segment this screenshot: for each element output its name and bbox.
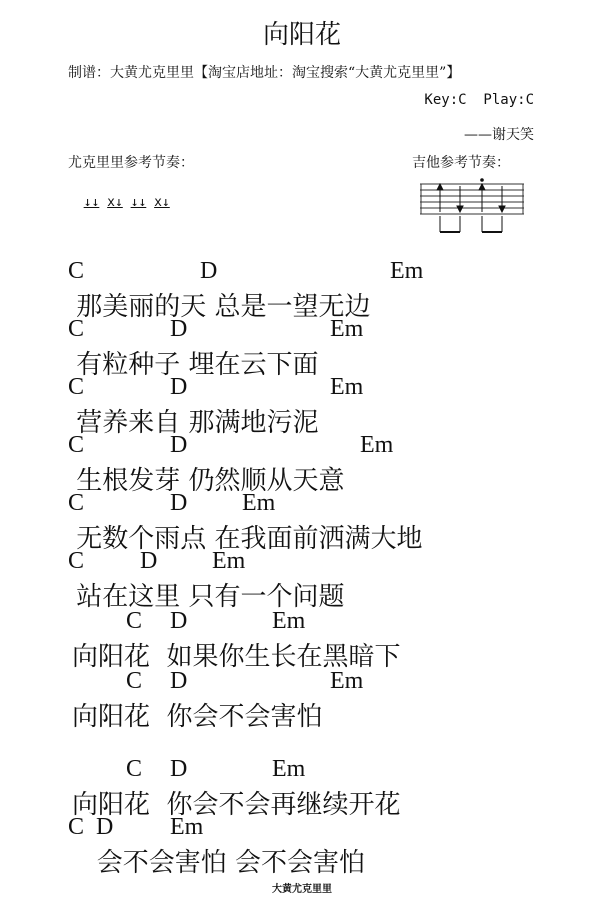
chord-label: D (170, 316, 188, 342)
chord-label: C (126, 668, 143, 694)
chord-line (0, 668, 604, 732)
chord-line (0, 374, 604, 438)
chord-line (0, 608, 604, 672)
lyric-text: 向阳花 如果你生长在黑暗下 (72, 642, 401, 672)
chord-label: Em (242, 490, 276, 516)
chord-line (0, 316, 604, 380)
chord-line (0, 432, 604, 496)
chord-label: C (126, 608, 143, 634)
chord-label: D (170, 432, 188, 458)
chord-label: C (68, 258, 85, 284)
chord-label: Em (330, 668, 364, 694)
chord-label: Em (272, 756, 306, 782)
footer-brand: 大黄尤克里里 (272, 884, 332, 895)
chord-label: C (68, 548, 85, 574)
chord-label: D (170, 668, 188, 694)
chord-line (0, 756, 604, 820)
lyric-text: 有粒种子 埋在云下面 (68, 350, 319, 380)
chord-label: C (68, 490, 85, 516)
lyric-text: 生根发芽 仍然顺从天意 (68, 466, 345, 496)
chord-label: Em (170, 814, 204, 840)
lyric-text: 无数个雨点 在我面前洒满大地 (68, 524, 423, 554)
chord-line (0, 258, 604, 322)
strum-group: x↓ (107, 195, 123, 210)
chord-label: D (170, 490, 188, 516)
strum-group: ↓↓ (130, 195, 147, 210)
lyric-text: 那美丽的天 总是一望无边 (68, 292, 371, 322)
chord-label: Em (212, 548, 246, 574)
ukulele-rhythm-label: 尤克里里参考节奏： (68, 155, 194, 171)
chord-line (0, 548, 604, 612)
chord-label: Em (330, 316, 364, 342)
chord-label: D (140, 548, 158, 574)
chord-label: D (170, 374, 188, 400)
chord-label: C (68, 432, 85, 458)
transcriber-credit: 制谱：大黄尤克里里【淘宝店地址：淘宝搜索“大黄尤克里里”】 (68, 65, 461, 81)
strum-group: ↓↓ (83, 195, 100, 210)
chord-label: C (68, 814, 85, 840)
chord-label: D (200, 258, 218, 284)
chord-label: Em (360, 432, 394, 458)
strum-group: x↓ (154, 195, 170, 210)
song-author: ——谢天笑 (464, 127, 534, 143)
song-title: 向阳花 (262, 20, 341, 50)
chord-label: C (68, 316, 85, 342)
chord-label: Em (272, 608, 306, 634)
chord-label: D (170, 756, 188, 782)
lyric-text: 营养来自 那满地污泥 (68, 408, 319, 438)
lyric-text: 向阳花 你会不会再继续开花 (72, 790, 401, 820)
ukulele-rhythm-pattern (68, 180, 170, 210)
lyric-text: 向阳花 你会不会害怕 (72, 702, 323, 732)
key-play: Key:C Play:C (424, 92, 534, 108)
chord-label: C (126, 756, 143, 782)
chord-label: D (96, 814, 114, 840)
chord-label: D (170, 608, 188, 634)
guitar-rhythm-label: 吉他参考节奏： (412, 155, 510, 171)
chord-label: Em (330, 374, 364, 400)
chord-label: C (68, 374, 85, 400)
chord-line (0, 814, 604, 878)
chord-line (0, 490, 604, 554)
chord-label: Em (390, 258, 424, 284)
guitar-rhythm-tab (420, 178, 524, 236)
lyric-text: 站在这里 只有一个问题 (68, 582, 345, 612)
lyric-text: 会不会害怕 会不会害怕 (72, 848, 366, 878)
